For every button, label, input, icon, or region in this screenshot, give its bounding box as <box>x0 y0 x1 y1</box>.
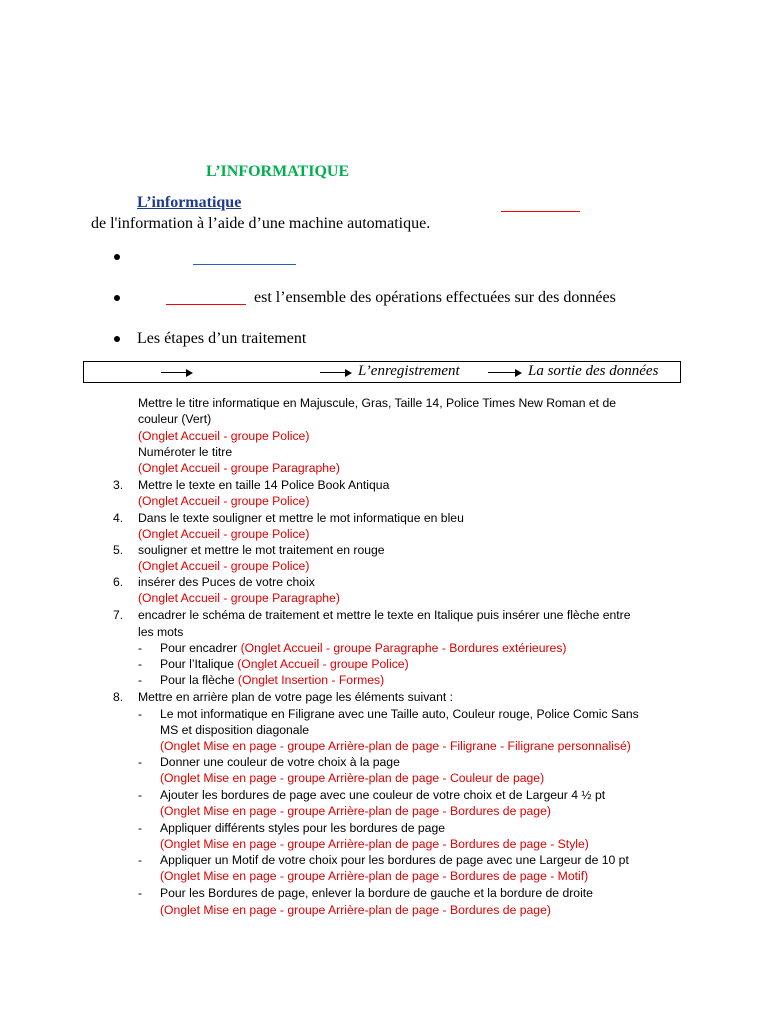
document-title: L’INFORMATIQUE <box>206 163 350 180</box>
arrow-icon <box>488 372 520 373</box>
instruction-7-sub-2 <box>160 656 409 672</box>
bullet-dot-2 <box>114 295 120 301</box>
instruction-8-sub-5: Appliquer un Motif de votre choix pour les bordures de page avec une Largeur de 10 pt <box>160 853 629 867</box>
instruction-1-line-2: couleur (Vert) <box>138 412 212 426</box>
dash-marker: - <box>138 886 143 900</box>
instruction-3-number: 3. <box>113 478 124 492</box>
instruction-8-sub-3: Ajouter les bordures de page avec une couleur de votre choix et de Largeur 4 ½ pt <box>160 788 606 802</box>
instruction-6: insérer des Puces de votre choix <box>138 575 315 589</box>
instruction-5-number: 5. <box>113 543 124 557</box>
instruction-3-hint: (Onglet Accueil - groupe Police) <box>138 494 310 508</box>
dash-marker: - <box>138 641 143 655</box>
instruction-7-line-1: encadrer le schéma de traitement et mettre le texte en Italique puis insérer une flèche entre <box>138 608 631 622</box>
dash-marker: - <box>138 853 143 867</box>
instruction-7-sub-1 <box>160 640 566 656</box>
instruction-5-hint: (Onglet Accueil - groupe Police) <box>138 559 310 573</box>
dash-marker: - <box>138 673 143 687</box>
instruction-7-sub-1-hint: (Onglet Accueil - groupe Paragraphe - Bordures extérieures) <box>240 641 567 655</box>
instruction-7-sub-1-text: Pour encadrer <box>160 641 238 655</box>
dash-marker: - <box>138 657 143 671</box>
blank-line-red-1 <box>501 211 580 212</box>
dash-marker: - <box>138 755 143 769</box>
arrow-icon <box>161 372 191 373</box>
instruction-8-sub-6-hint: (Onglet Mise en page - groupe Arrière-plan de page - Bordures de page) <box>160 903 551 917</box>
processing-schema-box <box>83 361 681 383</box>
instruction-8-sub-3-hint: (Onglet Mise en page - groupe Arrière-plan de page - Bordures de page) <box>160 804 551 818</box>
instruction-8-sub-4: Appliquer différents styles pour les bordures de page <box>160 821 446 835</box>
blank-line-blue <box>193 264 296 265</box>
instruction-8: Mettre en arrière plan de votre page les éléments suivant : <box>138 690 454 704</box>
instruction-8-sub-5-hint: (Onglet Mise en page - groupe Arrière-plan de page - Bordures de page - Motif) <box>160 869 589 883</box>
schema-step-storage: L’enregistrement <box>358 363 460 379</box>
arrow-icon <box>320 372 350 373</box>
bullet-dot-3 <box>114 336 120 342</box>
instruction-7-line-2: les mots <box>138 625 184 639</box>
instruction-7-sub-2-text: Pour l’Italique <box>160 657 234 671</box>
instruction-3: Mettre le texte en taille 14 Police Book Antiqua <box>138 478 390 492</box>
instruction-8-sub-6: Pour les Bordures de page, enlever la bordure de gauche et la bordure de droite <box>160 886 593 900</box>
instruction-5: souligner et mettre le mot traitement en rouge <box>138 543 385 557</box>
instruction-8-sub-2-hint: (Onglet Mise en page - groupe Arrière-plan de page - Couleur de page) <box>160 771 545 785</box>
definition-line: de l'information à l’aide d’une machine automatique. <box>91 215 431 232</box>
instruction-4: Dans le texte souligner et mettre le mot informatique en bleu <box>138 511 464 525</box>
bullet-text-2: est l’ensemble des opérations effectuées sur des données <box>254 289 616 306</box>
instruction-4-number: 4. <box>113 511 124 525</box>
instruction-7-sub-3-hint: (Onglet Insertion - Formes) <box>237 673 385 687</box>
instruction-6-hint: (Onglet Accueil - groupe Paragraphe) <box>138 591 340 605</box>
instruction-4-hint: (Onglet Accueil - groupe Police) <box>138 527 310 541</box>
schema-step-output: La sortie des données <box>528 363 659 379</box>
instruction-8-sub-2: Donner une couleur de votre choix à la page <box>160 755 400 769</box>
bullet-text-3: Les étapes d’un traitement <box>137 330 307 347</box>
bullet-dot-1 <box>114 254 120 260</box>
instruction-7-sub-3 <box>160 672 384 688</box>
instruction-8-sub-1-line-1: Le mot informatique en Filigrane avec une Taille auto, Couleur rouge, Police Comic Sans <box>160 707 639 721</box>
instruction-1-hint: (Onglet Accueil - groupe Police) <box>138 429 310 443</box>
instruction-7-sub-2-hint: (Onglet Accueil - groupe Police) <box>237 657 409 671</box>
instruction-2-hint: (Onglet Accueil - groupe Paragraphe) <box>138 461 340 475</box>
instruction-1-line-1: Mettre le titre informatique en Majuscule, Gras, Taille 14, Police Times New Roman et de <box>138 396 616 410</box>
instruction-6-number: 6. <box>113 575 124 589</box>
instruction-7-sub-3-text: Pour la flèche <box>160 673 235 687</box>
dash-marker: - <box>138 707 143 721</box>
dash-marker: - <box>138 821 143 835</box>
instruction-8-sub-1-line-2: MS et disposition diagonale <box>160 723 310 737</box>
instruction-8-sub-1-hint: (Onglet Mise en page - groupe Arrière-plan de page - Filigrane - Filigrane personnalisé) <box>160 739 631 753</box>
blank-line-red-2 <box>166 304 246 305</box>
section-subtitle: L’informatique <box>137 194 242 211</box>
dash-marker: - <box>138 788 143 802</box>
instruction-7-number: 7. <box>113 608 124 622</box>
instruction-8-sub-4-hint: (Onglet Mise en page - groupe Arrière-plan de page - Bordures de page - Style) <box>160 837 589 851</box>
instruction-2: Numéroter le titre <box>138 445 233 459</box>
instruction-8-number: 8. <box>113 690 124 704</box>
